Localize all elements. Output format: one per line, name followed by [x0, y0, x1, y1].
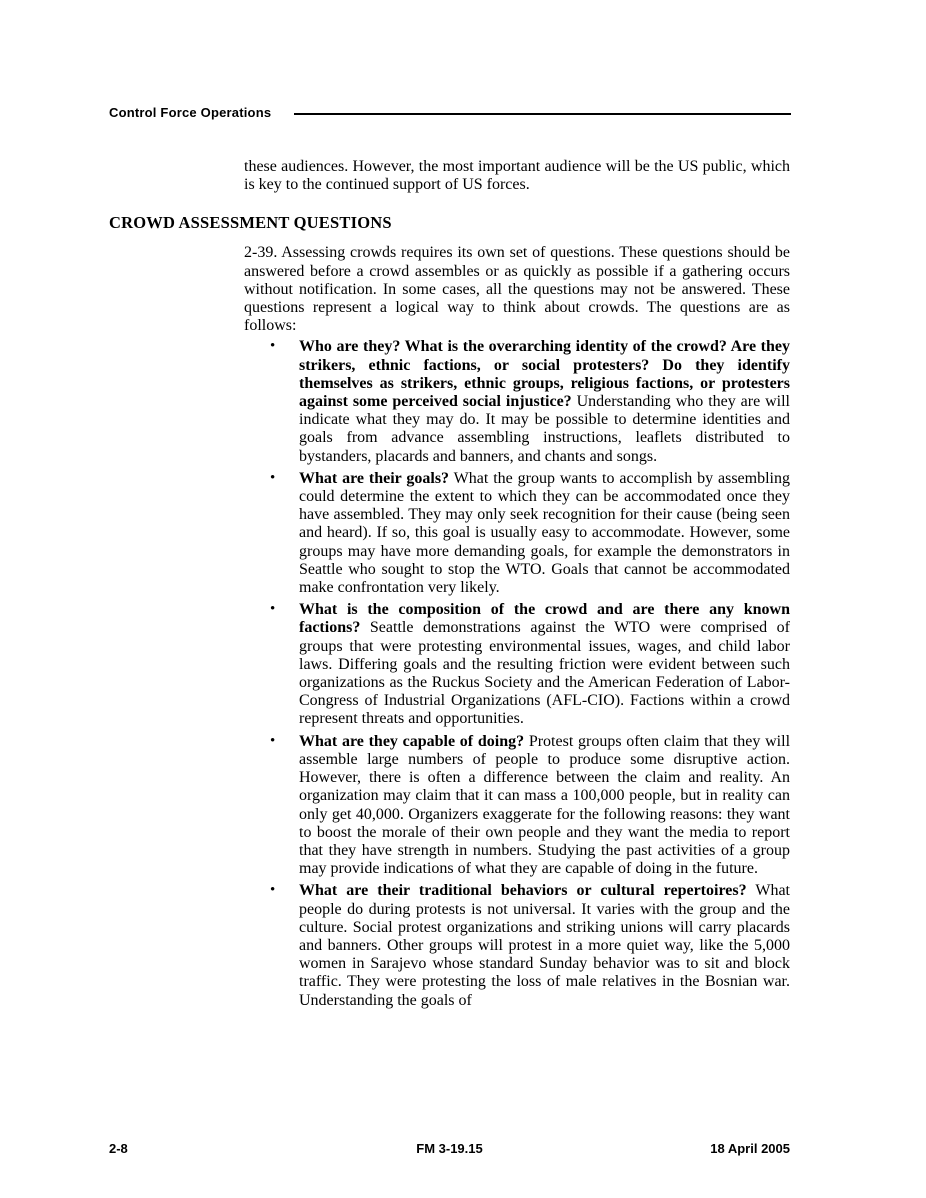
running-header-title: Control Force Operations — [109, 105, 272, 120]
list-item — [244, 470, 790, 597]
bullet-icon: • — [270, 338, 276, 355]
page-footer — [109, 1141, 790, 1157]
list-item — [244, 733, 790, 879]
list-item — [244, 601, 790, 728]
bullet-icon: • — [270, 601, 276, 618]
bullet-icon: • — [270, 469, 276, 486]
crowd-question-list — [244, 338, 790, 1009]
bullet-icon: • — [270, 732, 276, 749]
bullet-bold-lead: Who are they? What is the overarching identity of the crowd? Are they strikers, ethnic factions, or social protesters? Do they identify themselves as strikers, ethnic groups, religious factions, or protesters against some perceived social injustice? — [299, 338, 790, 411]
bullet-body-text: Protest groups often claim that they will assemble large numbers of people to produce some disruptive action. However, there is often a difference between the claim and reality. An organization may claim that it can mass a 100,000 people, but in reality can only get 40,000. Organizers exaggerate for the following reasons: they want to boost the morale of their own people and they want the media to report that they have strength in numbers. Studying the past activities of a group may provide indications of what they are capable of doing in the future. — [299, 732, 791, 878]
bullet-bold-lead: What are their traditional behaviors or cultural repertoires? — [299, 882, 747, 900]
header-rule — [294, 113, 791, 115]
list-item — [244, 338, 790, 465]
footer-page-number: 2-8 — [109, 1141, 128, 1156]
bullet-bold-lead: What are they capable of doing? — [299, 732, 525, 750]
footer-date: 18 April 2005 — [710, 1141, 790, 1156]
page-header — [109, 105, 791, 120]
footer-document-id: FM 3-19.15 — [416, 1141, 483, 1156]
bullet-bold-lead: What are their goals? — [299, 469, 450, 487]
paragraph-2-39: 2-39. Assessing crowds requires its own set of questions. These questions should be answered before a crowd assembles or as quickly as possible if a gathering occurs without notification. In some cases, all the questions may not be answered. These questions represent a logical way to think about crowds. The questions are as follows: — [244, 244, 790, 335]
page-content — [109, 158, 790, 1014]
section-heading: CROWD ASSESSMENT QUESTIONS — [109, 213, 392, 233]
bullet-body-text: What people do during protests is not universal. It varies with the group and the culture. Social protest organizations and striking unions will carry placards and banners. Other groups will protest in a more quiet way, like the 5,000 women in Sarajevo whose standard Sunday behavior was to sit and block traffic. They were protesting the loss of male relatives in the Bosnian war. Understanding the goals of — [299, 882, 791, 1009]
bullet-icon: • — [270, 882, 276, 899]
list-item — [244, 882, 790, 1009]
bullet-body-text: What the group wants to accomplish by assembling could determine the extent to which they can be accommodated once they have assembled. They may only seek recognition for their cause (being seen and heard). If so, this goal is usually easy to accommodate. However, some groups may have more demanding goals, for example the demonstrators in Seattle who sought to stop the WTO. Goals that cannot be accommodated make confrontation very likely. — [299, 469, 790, 597]
bullet-body-text: Understanding who they are will indicate what they may do. It may be possible to determine identities and goals from advance assembling instructions, leaflets distributed to bystanders, placards and banners, and chants and songs. — [299, 393, 790, 465]
intro-paragraph: these audiences. However, the most important audience will be the US public, which is key to the continued support of US forces. — [244, 158, 790, 194]
bullet-bold-lead: What is the composition of the crowd and are there any known factions? — [299, 601, 790, 637]
bullet-body-text: Seattle demonstrations against the WTO were comprised of groups that were protesting environmental issues, wages, and child labor laws. Differing goals and the resulting friction were evident between such organizations as the Ruckus Society and the American Federation of Labor-Congress of Industrial Organizations (AFL-CIO). Factions within a crowd represent threats and opportunities. — [299, 619, 790, 728]
